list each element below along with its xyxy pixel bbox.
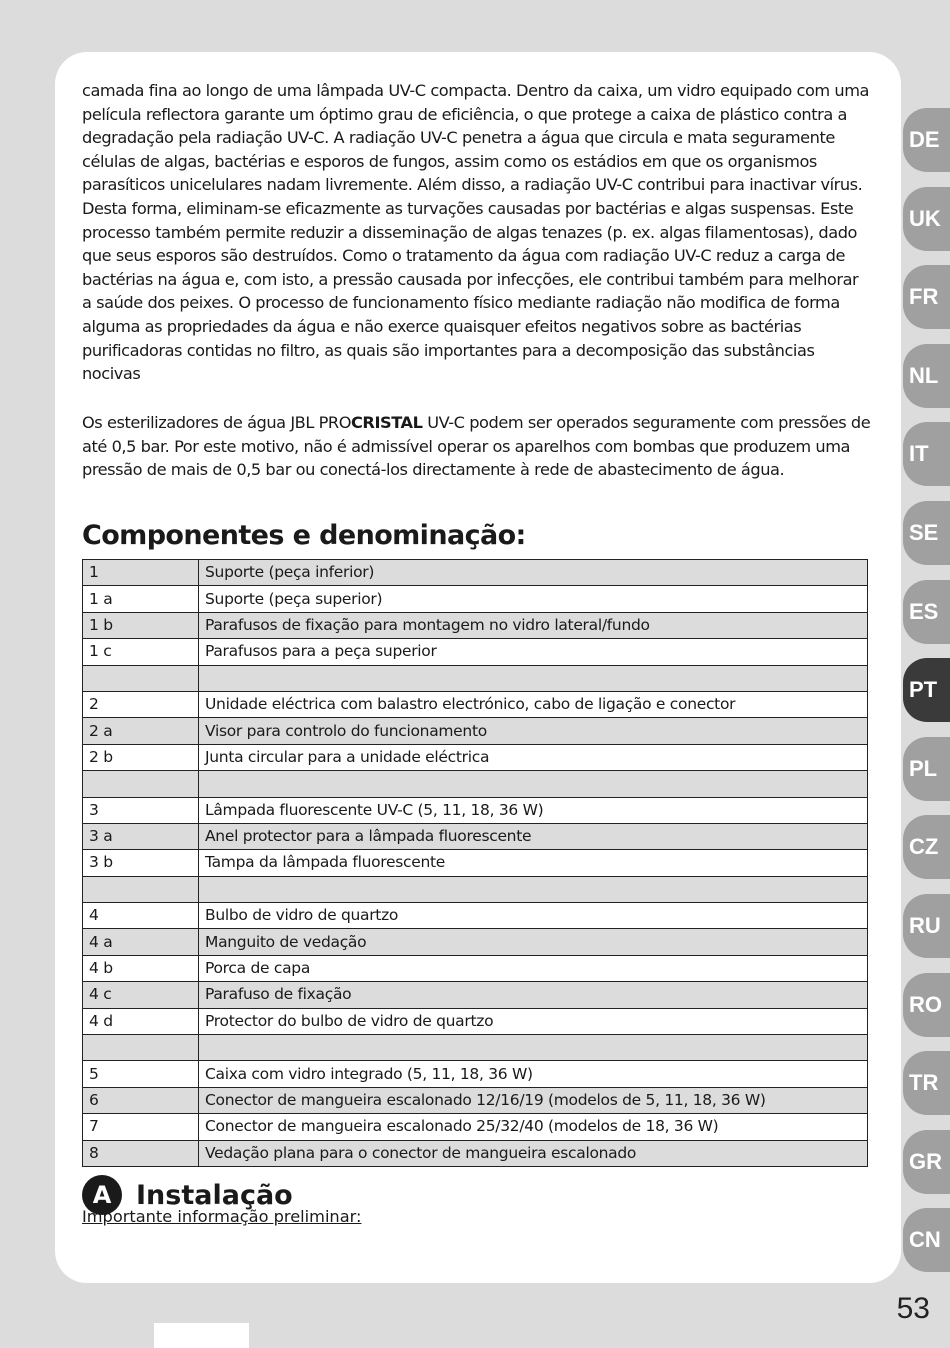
table-row xyxy=(83,876,868,902)
component-number xyxy=(83,665,199,691)
component-name xyxy=(199,876,868,902)
table-row xyxy=(83,1008,868,1034)
table-row xyxy=(83,955,868,981)
table-row xyxy=(83,1035,868,1061)
component-number: 8 xyxy=(83,1140,199,1166)
component-name xyxy=(199,771,868,797)
table-row xyxy=(83,1140,868,1166)
component-name: Junta circular para a unidade eléctrica xyxy=(199,744,868,770)
component-name: Parafusos para a peça superior xyxy=(199,639,868,665)
component-number xyxy=(83,876,199,902)
language-tab-cz[interactable]: CZ xyxy=(903,815,950,879)
component-number: 3 a xyxy=(83,823,199,849)
component-number: 4 b xyxy=(83,955,199,981)
component-name: Visor para controlo do funcionamento xyxy=(199,718,868,744)
table-row xyxy=(83,744,868,770)
component-name: Porca de capa xyxy=(199,955,868,981)
language-tab-ro[interactable]: RO xyxy=(903,973,950,1037)
language-tab-pl[interactable]: PL xyxy=(903,737,950,801)
table-row xyxy=(83,823,868,849)
language-tab-tr[interactable]: TR xyxy=(903,1051,950,1115)
component-name: Parafuso de fixação xyxy=(199,982,868,1008)
language-tab-gr[interactable]: GR xyxy=(903,1130,950,1194)
table-row xyxy=(83,903,868,929)
component-number: 4 c xyxy=(83,982,199,1008)
language-tab-se[interactable]: SE xyxy=(903,501,950,565)
language-tab-it[interactable]: IT xyxy=(903,422,950,486)
intro-paragraph: camada fina ao longo de uma lâmpada UV-C compacta. Dentro da caixa, um vidro equipado com uma película reflectora garante um óptimo grau de eficiência, o que protege a caixa de plástico contra a degradação pela radiação UV-C. A radiação UV-C penetra a água que circula e mata seguramente células de algas, bactérias e esporos de fungos, assim como os estádios em que os organismos parasíticos unicelulares nadam livremente. Além disso, a radiação UV-C contribui para inactivar vírus. Desta forma, eliminam-se eficazmente as turvações causadas por bactérias e algas suspensas. Este processo também permite reduzir a disseminação de algas tenazes (p. ex. algas filamentosas), dado que seus esporos são destruídos. Como o tratamento da água com radiação UV-C reduz a carga de bactérias na água e, com isto, a pressão causada por infecções, ele contribui também para melhorar a saúde dos peixes. O processo de funcionamento físico mediante radiação não modifica de forma alguma as propriedades da água e não exerce quaisquer efeitos negativos sobre as bactérias purificadoras contidas no filtro, as quais são importantes para a decomposição das substâncias nocivas xyxy=(82,81,870,384)
component-name: Tampa da lâmpada fluorescente xyxy=(199,850,868,876)
text: UV-C podem ser operados seguramente com pressões de até 0,5 bar. Por este motivo, não é admissível operar os aparelhos com bombas que produzem uma pressão de mais de 0,5 bar ou conectá-los directamente à rede de abastecimento de água. xyxy=(82,413,871,480)
table-row xyxy=(83,1114,868,1140)
table-row xyxy=(83,797,868,823)
component-name: Bulbo de vidro de quartzo xyxy=(199,903,868,929)
component-number: 6 xyxy=(83,1087,199,1113)
table-row xyxy=(83,1087,868,1113)
component-number: 7 xyxy=(83,1114,199,1140)
component-number xyxy=(83,1035,199,1061)
component-number: 3 b xyxy=(83,850,199,876)
language-tab-pt[interactable]: PT xyxy=(903,658,950,722)
table-row xyxy=(83,586,868,612)
component-number: 1 b xyxy=(83,612,199,638)
components-heading: Componentes e denominação: xyxy=(82,520,526,551)
table-row xyxy=(83,850,868,876)
table-row xyxy=(83,982,868,1008)
table-row xyxy=(83,691,868,717)
table-row xyxy=(83,929,868,955)
component-name: Suporte (peça superior) xyxy=(199,586,868,612)
text: Os esterilizadores de água JBL PRO xyxy=(82,413,351,432)
component-number: 4 d xyxy=(83,1008,199,1034)
table-row xyxy=(83,639,868,665)
component-name xyxy=(199,665,868,691)
component-number: 3 xyxy=(83,797,199,823)
component-number: 2 xyxy=(83,691,199,717)
component-number: 4 xyxy=(83,903,199,929)
language-tab-ru[interactable]: RU xyxy=(903,894,950,958)
table-row xyxy=(83,612,868,638)
component-name: Lâmpada fluorescente UV-C (5, 11, 18, 36 W) xyxy=(199,797,868,823)
language-tab-nl[interactable]: NL xyxy=(903,344,950,408)
language-tab-fr[interactable]: FR xyxy=(903,265,950,329)
component-name: Conector de mangueira escalonado 12/16/19 (modelos de 5, 11, 18, 36 W) xyxy=(199,1087,868,1113)
component-number: 1 c xyxy=(83,639,199,665)
table-row xyxy=(83,560,868,586)
component-name: Suporte (peça inferior) xyxy=(199,560,868,586)
component-name: Unidade eléctrica com balastro electrónico, cabo de ligação e conector xyxy=(199,691,868,717)
component-name: Vedação plana para o conector de mangueira escalonado xyxy=(199,1140,868,1166)
component-number: 4 a xyxy=(83,929,199,955)
table-row xyxy=(83,771,868,797)
language-tab-de[interactable]: DE xyxy=(903,108,950,172)
installation-title: Instalação xyxy=(136,1179,293,1211)
component-number: 2 b xyxy=(83,744,199,770)
section-badge: A xyxy=(82,1175,122,1215)
language-tab-cn[interactable]: CN xyxy=(903,1208,950,1272)
component-number: 2 a xyxy=(83,718,199,744)
component-number xyxy=(83,771,199,797)
language-tab-uk[interactable]: UK xyxy=(903,187,950,251)
decorative-strip xyxy=(154,1323,249,1348)
component-name xyxy=(199,1035,868,1061)
component-name: Conector de mangueira escalonado 25/32/40 (modelos de 18, 36 W) xyxy=(199,1114,868,1140)
table-row xyxy=(83,665,868,691)
component-name: Anel protector para a lâmpada fluorescente xyxy=(199,823,868,849)
preliminary-info-heading: Importante informação preliminar: xyxy=(82,1207,362,1226)
table-row xyxy=(83,1061,868,1087)
component-name: Parafusos de fixação para montagem no vidro lateral/fundo xyxy=(199,612,868,638)
component-number: 5 xyxy=(83,1061,199,1087)
component-name: Caixa com vidro integrado (5, 11, 18, 36 W) xyxy=(199,1061,868,1087)
component-name: Manguito de vedação xyxy=(199,929,868,955)
table-row xyxy=(83,718,868,744)
language-tab-es[interactable]: ES xyxy=(903,580,950,644)
pressure-paragraph xyxy=(82,411,872,482)
brand-name: CRISTAL xyxy=(351,413,423,432)
component-number: 1 a xyxy=(83,586,199,612)
page-number: 53 xyxy=(896,1292,930,1325)
component-number: 1 xyxy=(83,560,199,586)
component-name: Protector do bulbo de vidro de quartzo xyxy=(199,1008,868,1034)
components-table xyxy=(82,559,868,1167)
